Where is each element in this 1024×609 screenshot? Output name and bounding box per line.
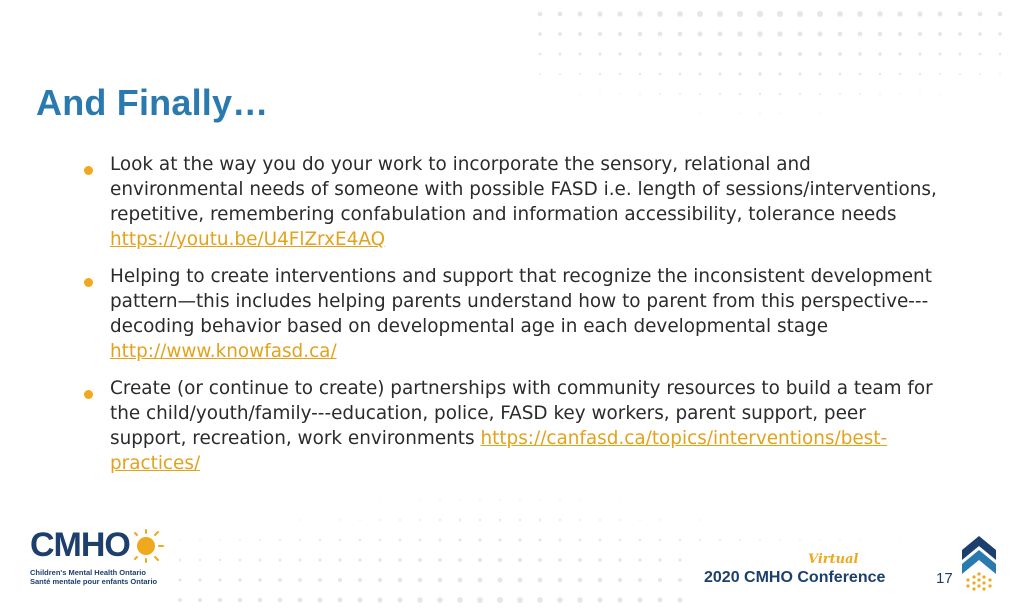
- canfasd-link[interactable]: https://canfasd.ca/topics/interventions/best-practices/: [110, 428, 888, 474]
- virtual-label: Virtual: [808, 552, 859, 567]
- bullet-item: [84, 376, 944, 476]
- youtube-link[interactable]: https://youtu.be/U4FlZrxE4AQ: [110, 229, 386, 250]
- bullet-dot-icon: [84, 390, 93, 399]
- logo-wordmark: CMHO: [30, 526, 130, 564]
- chevron-up-icon: [962, 536, 996, 594]
- sun-icon: [132, 526, 166, 566]
- logo-subtitle-en: Children's Mental Health Ontario: [30, 568, 146, 577]
- logo-subtitle-fr: Santé mentale pour enfants Ontario: [30, 577, 158, 586]
- bullet-item: [84, 152, 944, 252]
- conference-label: 2020 CMHO Conference: [704, 569, 886, 586]
- slide-title: And Finally…: [36, 82, 269, 123]
- knowfasd-link[interactable]: http://www.knowfasd.ca/: [110, 341, 337, 362]
- bullet-text: Helping to create interventions and support that recognize the inconsistent development pattern—this includes helping parents understand how to parent from this perspective---decoding behavior based on developmental age in each developmental stage: [110, 266, 932, 337]
- bullet-list: [84, 152, 944, 488]
- bullet-dot-icon: [84, 278, 93, 287]
- bullet-text: Look at the way you do your work to incorporate the sensory, relational and environmental needs of someone with possible FASD i.e. length of sessions/interventions, repetitive, remembering confabulation and information accessibility, tolerance needs: [110, 154, 937, 225]
- cmho-logo: [30, 526, 170, 588]
- bullet-item: [84, 264, 944, 364]
- page-number: 17: [936, 570, 953, 587]
- bullet-dot-icon: [84, 166, 93, 175]
- bullet-text: Create (or continue to create) partnerships with community resources to build a team for the child/youth/family---education, police, FASD key workers, parent support, peer support, recreation, work environments: [110, 378, 933, 449]
